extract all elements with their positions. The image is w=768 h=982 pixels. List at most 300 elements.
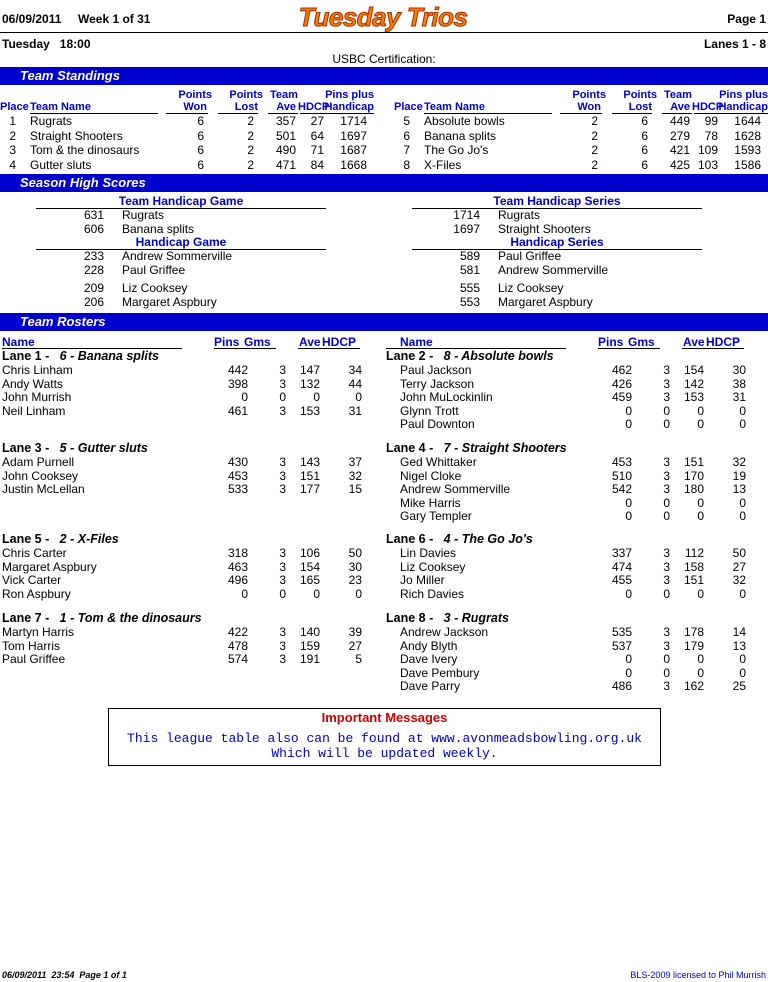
- player-handicap: 13: [732, 482, 746, 496]
- roster-row: [384, 587, 764, 601]
- player-name: Ged Whittaker: [400, 455, 477, 469]
- player-name: Jo Miller: [400, 573, 445, 587]
- roster-row: [0, 546, 380, 560]
- message-line-2: Which will be updated weekly.: [271, 746, 498, 761]
- high-score-name: Paul Griffee: [498, 249, 562, 263]
- player-average: 153: [683, 390, 704, 404]
- spacer: [49, 611, 59, 625]
- team-name-cell: Absolute bowls: [424, 114, 505, 128]
- player-name: Glynn Trott: [400, 403, 459, 418]
- player-handicap: 44: [348, 376, 362, 391]
- player-games: 3: [663, 573, 670, 587]
- player-average: 170: [683, 468, 704, 483]
- player-pins: 0: [241, 390, 248, 404]
- player-average: 112: [684, 546, 704, 560]
- pins-plus-header: Pins plus: [719, 89, 768, 101]
- player-handicap: 0: [739, 403, 746, 418]
- player-handicap: 0: [355, 586, 362, 601]
- place-cell: 6: [403, 128, 410, 143]
- player-handicap: 50: [732, 546, 746, 560]
- player-handicap: 0: [739, 586, 746, 601]
- player-games: 0: [663, 586, 670, 601]
- team-ave-cell: 471: [275, 157, 296, 172]
- place-cell: 3: [9, 143, 16, 157]
- player-average: 177: [299, 482, 320, 496]
- high-score-name: Liz Cooksey: [122, 281, 188, 295]
- hdcp-cell: 71: [310, 143, 324, 157]
- place-cell: 7: [403, 143, 410, 157]
- player-name: Paul Griffee: [2, 652, 66, 666]
- player-name: Paul Downton: [400, 417, 475, 431]
- roster-header-underline: [682, 348, 744, 349]
- lane-label: Lane 6 -: [386, 532, 434, 546]
- messages-title: Important Messages: [321, 710, 448, 725]
- points-lost-cell: 2: [247, 128, 254, 143]
- high-score-name: Banana splits: [122, 221, 195, 236]
- points-lost-cell: 6: [641, 143, 648, 157]
- player-games: 3: [279, 403, 286, 418]
- lane-label: Lane 8 -: [386, 611, 434, 625]
- roster-row: [384, 390, 764, 404]
- player-pins: 0: [625, 586, 632, 601]
- roster-gms-header: Gms: [628, 335, 655, 349]
- high-score-row: [412, 295, 702, 309]
- lane-label: Lane 4 -: [386, 441, 434, 455]
- team-ave-cell: 501: [275, 128, 296, 143]
- player-name: Gary Templer: [400, 509, 472, 523]
- roster-name-header: Name: [400, 335, 433, 349]
- player-average: 158: [683, 559, 704, 574]
- standings-row: [394, 129, 768, 143]
- player-games: 3: [663, 363, 670, 377]
- player-name: Paul Jackson: [400, 363, 472, 377]
- hdcp-cell: 27: [310, 114, 324, 128]
- pins-cell: 1628: [734, 128, 761, 143]
- points-lost-cell: 2: [247, 143, 254, 157]
- usbc-certification: USBC Certification:: [332, 52, 436, 66]
- standings-row: [394, 158, 768, 172]
- high-score-name: Margaret Aspbury: [122, 294, 217, 309]
- player-games: 0: [663, 652, 670, 666]
- player-average: 140: [299, 625, 320, 639]
- points-lost-header-2: Lost: [234, 101, 258, 113]
- lane-label: Lane 2 -: [386, 349, 434, 363]
- player-games: 3: [279, 546, 286, 560]
- high-score-name: Paul Griffee: [122, 262, 186, 277]
- roster-row: [384, 679, 764, 693]
- player-average: 151: [299, 468, 320, 483]
- roster-header-underline: [598, 348, 660, 349]
- roster-ave-header: Ave: [299, 335, 321, 349]
- roster-row: [384, 469, 764, 483]
- player-name: Andrew Sommerville: [400, 482, 511, 496]
- team-name-header: Team Name: [424, 101, 485, 113]
- roster-row: [0, 455, 380, 469]
- roster-row: [0, 587, 380, 601]
- day-time: Tuesday 18:00: [2, 37, 91, 51]
- team-ave-cell: 357: [275, 114, 296, 128]
- player-average: 0: [697, 509, 704, 523]
- player-pins: 398: [227, 376, 248, 391]
- player-games: 3: [279, 376, 286, 391]
- lane-header: [386, 441, 567, 455]
- player-handicap: 13: [732, 638, 746, 653]
- lane-team-name: 4 - The Go Jo's: [443, 532, 533, 546]
- roster-ave-header: Ave: [683, 335, 705, 349]
- roster-row: [0, 639, 380, 653]
- lane-header: [2, 349, 159, 363]
- player-average: 0: [313, 586, 320, 601]
- high-score-value: 209: [83, 281, 104, 295]
- player-average: 162: [683, 679, 704, 693]
- player-games: 3: [279, 638, 286, 653]
- player-games: 3: [663, 559, 670, 574]
- report-date: 06/09/2011: [2, 12, 62, 26]
- player-name: Martyn Harris: [2, 625, 75, 639]
- player-average: 0: [697, 586, 704, 601]
- player-pins: 455: [611, 573, 632, 587]
- player-handicap: 15: [348, 482, 362, 496]
- high-score-title: Handicap Game: [135, 235, 227, 249]
- player-name: Margaret Aspbury: [2, 559, 97, 574]
- points-won-cell: 6: [197, 128, 204, 143]
- points-won-cell: 6: [197, 143, 204, 157]
- roster-pins-header: Pins: [598, 335, 624, 349]
- team-name-header: Team Name: [30, 101, 91, 113]
- player-games: 3: [279, 455, 286, 469]
- player-name: Nigel Cloke: [400, 468, 462, 483]
- player-handicap: 0: [739, 652, 746, 666]
- spacer: [49, 532, 59, 546]
- player-pins: 0: [625, 665, 632, 680]
- player-average: 0: [697, 665, 704, 680]
- player-name: Tom Harris: [2, 638, 61, 653]
- roster-row: [0, 482, 380, 496]
- player-pins: 0: [625, 417, 632, 431]
- player-name: Chris Carter: [2, 546, 67, 560]
- points-won-cell: 6: [197, 114, 204, 128]
- player-average: 0: [697, 403, 704, 418]
- lane-team-name: 6 - Banana splits: [59, 349, 160, 363]
- handicap-header: Handicap: [324, 101, 374, 113]
- player-games: 3: [663, 390, 670, 404]
- player-pins: 430: [227, 455, 248, 469]
- high-score-row: [36, 295, 326, 309]
- player-pins: 0: [241, 586, 248, 601]
- points-lost-header: Points: [623, 89, 657, 101]
- player-average: 191: [299, 652, 320, 666]
- player-average: 180: [683, 482, 704, 496]
- team-ave-cell: 421: [669, 143, 690, 157]
- points-lost-cell: 6: [641, 128, 648, 143]
- player-pins: 337: [611, 546, 632, 560]
- points-won-cell: 2: [591, 128, 598, 143]
- roster-row: [0, 469, 380, 483]
- roster-row: [384, 377, 764, 391]
- player-name: Vick Carter: [2, 573, 62, 587]
- roster-row: [384, 639, 764, 653]
- points-won-header: Points: [178, 89, 212, 101]
- player-games: 3: [663, 455, 670, 469]
- player-games: 3: [663, 376, 670, 391]
- player-name: Dave Ivery: [400, 652, 458, 666]
- lane-header: [386, 611, 509, 625]
- team-name-cell: The Go Jo's: [424, 143, 489, 157]
- roster-pins-header: Pins: [214, 335, 240, 349]
- player-games: 3: [663, 638, 670, 653]
- player-pins: 0: [625, 652, 632, 666]
- player-name: Mike Harris: [400, 495, 461, 510]
- hdcp-cell: 64: [310, 128, 324, 143]
- pins-cell: 1668: [340, 157, 367, 172]
- spacer: [433, 532, 443, 546]
- lane-header: [386, 532, 533, 546]
- points-lost-cell: 6: [641, 114, 648, 128]
- player-name: Terry Jackson: [400, 376, 475, 391]
- standings-row: [394, 114, 768, 128]
- hdcp-cell: 103: [697, 157, 718, 172]
- player-handicap: 32: [348, 468, 362, 483]
- roster-header-underline: [298, 348, 360, 349]
- player-pins: 426: [611, 376, 632, 391]
- player-name: Dave Pembury: [400, 665, 480, 680]
- lane-header: [2, 441, 148, 455]
- player-pins: 459: [611, 390, 632, 404]
- player-handicap: 31: [732, 390, 746, 404]
- high-score-name: Rugrats: [498, 208, 541, 222]
- high-score-value: 228: [83, 262, 104, 277]
- pins-cell: 1644: [734, 114, 761, 128]
- hdcp-header: HDCP: [692, 101, 724, 113]
- player-average: 106: [299, 546, 320, 560]
- player-average: 154: [683, 363, 704, 377]
- player-pins: 318: [227, 546, 248, 560]
- high-score-row: [412, 281, 702, 295]
- player-handicap: 0: [739, 495, 746, 510]
- pins-cell: 1593: [734, 143, 761, 157]
- roster-row: [384, 509, 764, 523]
- roster-row: [384, 455, 764, 469]
- high-score-title: Handicap Series: [510, 235, 604, 249]
- high-score-value: 1697: [453, 221, 480, 236]
- player-name: Adam Purnell: [2, 455, 75, 469]
- standings-row: [0, 129, 380, 143]
- place-header: Place: [394, 101, 423, 113]
- player-games: 3: [279, 573, 286, 587]
- player-handicap: 0: [739, 665, 746, 680]
- lane-team-name: 7 - Straight Shooters: [443, 441, 567, 455]
- high-score-name: Margaret Aspbury: [498, 294, 593, 309]
- team-ave-header: Team: [664, 89, 692, 101]
- player-handicap: 0: [739, 509, 746, 523]
- footer-timestamp: 06/09/2011 23:54 Page 1 of 1: [2, 970, 127, 980]
- player-name: Ron Aspbury: [2, 586, 71, 601]
- high-score-row: [36, 281, 326, 295]
- lane-label: Lane 3 -: [2, 441, 50, 455]
- team-ave-cell: 449: [669, 114, 690, 128]
- high-score-name: Rugrats: [122, 208, 165, 222]
- player-handicap: 27: [732, 559, 746, 574]
- important-messages-box: [108, 708, 661, 766]
- player-name: John Murrish: [2, 390, 72, 404]
- points-won-cell: 2: [591, 143, 598, 157]
- high-score-value: 631: [83, 208, 104, 222]
- high-score-row: [36, 263, 326, 277]
- high-score-value: 606: [83, 221, 104, 236]
- roster-row: [384, 560, 764, 574]
- player-handicap: 32: [732, 455, 746, 469]
- roster-row: [384, 546, 764, 560]
- player-average: 0: [697, 495, 704, 510]
- player-handicap: 14: [732, 625, 746, 639]
- player-handicap: 30: [732, 363, 746, 377]
- team-rosters-bar: Team Rosters: [0, 313, 768, 331]
- player-pins: 496: [227, 573, 248, 587]
- lane-label: Lane 7 -: [2, 611, 50, 625]
- player-name: John MuLockinlin: [400, 390, 493, 404]
- team-ave-cell: 279: [669, 128, 690, 143]
- high-score-value: 581: [459, 262, 480, 277]
- player-games: 3: [279, 363, 286, 377]
- points-won-header: Points: [572, 89, 606, 101]
- player-handicap: 30: [348, 559, 362, 574]
- roster-row: [384, 652, 764, 666]
- player-handicap: 5: [355, 652, 362, 666]
- player-games: 3: [663, 546, 670, 560]
- team-name-cell: X-Files: [424, 157, 462, 172]
- player-games: 3: [279, 559, 286, 574]
- player-pins: 442: [227, 363, 248, 377]
- hdcp-cell: 99: [704, 114, 718, 128]
- player-pins: 510: [611, 468, 632, 483]
- player-pins: 0: [625, 495, 632, 510]
- standings-row: [394, 143, 768, 157]
- player-pins: 462: [611, 363, 632, 377]
- player-handicap: 37: [348, 455, 362, 469]
- place-cell: 1: [9, 114, 16, 128]
- player-name: Chris Linham: [2, 363, 73, 377]
- high-score-name: Liz Cooksey: [498, 281, 564, 295]
- lane-team-name: 5 - Gutter sluts: [59, 441, 148, 455]
- roster-row: [0, 625, 380, 639]
- player-name: Andy Blyth: [400, 638, 458, 653]
- player-name: Neil Linham: [2, 403, 66, 418]
- pins-plus-header: Pins plus: [325, 89, 374, 101]
- player-average: 0: [313, 390, 320, 404]
- player-average: 151: [683, 455, 704, 469]
- lane-label: Lane 5 -: [2, 532, 50, 546]
- player-pins: 453: [227, 468, 248, 483]
- league-title: Tuesday Trios: [298, 2, 468, 32]
- player-pins: 422: [227, 625, 248, 639]
- player-name: Rich Davies: [400, 586, 465, 601]
- lane-header: [2, 532, 119, 546]
- player-handicap: 32: [732, 573, 746, 587]
- page-number: Page 1: [727, 12, 766, 26]
- high-score-row: [412, 249, 702, 263]
- player-average: 153: [299, 403, 320, 418]
- spacer: [49, 441, 59, 455]
- player-handicap: 31: [348, 403, 362, 418]
- points-won-header-2: Won: [183, 101, 207, 113]
- player-pins: 461: [227, 403, 248, 418]
- points-lost-header: Points: [229, 89, 263, 101]
- roster-row: [384, 625, 764, 639]
- hdcp-cell: 84: [310, 157, 324, 172]
- standings-row: [0, 114, 380, 128]
- team-ave-header-2: Ave: [670, 101, 690, 113]
- player-handicap: 34: [348, 363, 362, 377]
- footer-license: BLS-2009 licensed to Phil Murrish: [630, 970, 766, 980]
- team-name-cell: Banana splits: [424, 128, 497, 143]
- high-score-value: 233: [83, 249, 104, 263]
- team-ave-cell: 490: [275, 143, 296, 157]
- points-lost-header-2: Lost: [628, 101, 652, 113]
- player-pins: 474: [611, 559, 632, 574]
- player-average: 143: [299, 455, 320, 469]
- player-handicap: 38: [732, 376, 746, 391]
- lane-team-name: 2 - X-Files: [59, 532, 119, 546]
- team-name-cell: Rugrats: [30, 114, 73, 128]
- high-score-row: [412, 208, 702, 222]
- player-average: 147: [299, 363, 320, 377]
- player-average: 159: [299, 638, 320, 653]
- player-games: 0: [663, 665, 670, 680]
- high-score-title: Team Handicap Game: [118, 194, 244, 208]
- roster-header-underline: [214, 348, 276, 349]
- season-high-scores-bar: Season High Scores: [0, 174, 768, 192]
- player-games: 3: [663, 482, 670, 496]
- hdcp-header: HDCP: [298, 101, 330, 113]
- roster-row: [0, 560, 380, 574]
- pins-cell: 1697: [340, 128, 367, 143]
- pins-cell: 1586: [734, 157, 761, 172]
- player-average: 154: [299, 559, 320, 574]
- player-games: 3: [279, 625, 286, 639]
- high-score-value: 589: [459, 249, 480, 263]
- points-won-cell: 2: [591, 157, 598, 172]
- player-pins: 486: [611, 679, 632, 693]
- player-handicap: 39: [348, 625, 362, 639]
- roster-row: [384, 666, 764, 680]
- player-handicap: 50: [348, 546, 362, 560]
- place-cell: 2: [9, 128, 16, 143]
- player-games: 0: [663, 509, 670, 523]
- roster-name-header: Name: [2, 335, 35, 349]
- place-cell: 8: [403, 157, 410, 172]
- points-lost-cell: 6: [641, 157, 648, 172]
- high-score-row: [412, 222, 702, 236]
- roster-row: [0, 404, 380, 418]
- player-name: Dave Parry: [400, 679, 461, 693]
- spacer: [433, 611, 443, 625]
- player-pins: 537: [611, 638, 632, 653]
- player-name: John Cooksey: [2, 468, 79, 483]
- high-score-row: [36, 222, 326, 236]
- lane-header: [386, 349, 554, 363]
- team-ave-cell: 425: [669, 157, 690, 172]
- player-games: 3: [279, 482, 286, 496]
- player-average: 178: [683, 625, 704, 639]
- roster-gms-header: Gms: [244, 335, 271, 349]
- points-lost-cell: 2: [247, 114, 254, 128]
- team-standings-bar: Team Standings: [0, 67, 768, 85]
- roster-hdcp-header: HDCP: [706, 335, 741, 349]
- handicap-header: Handicap: [718, 101, 768, 113]
- lane-team-name: 8 - Absolute bowls: [443, 349, 554, 363]
- player-games: 0: [663, 417, 670, 431]
- player-pins: 0: [625, 509, 632, 523]
